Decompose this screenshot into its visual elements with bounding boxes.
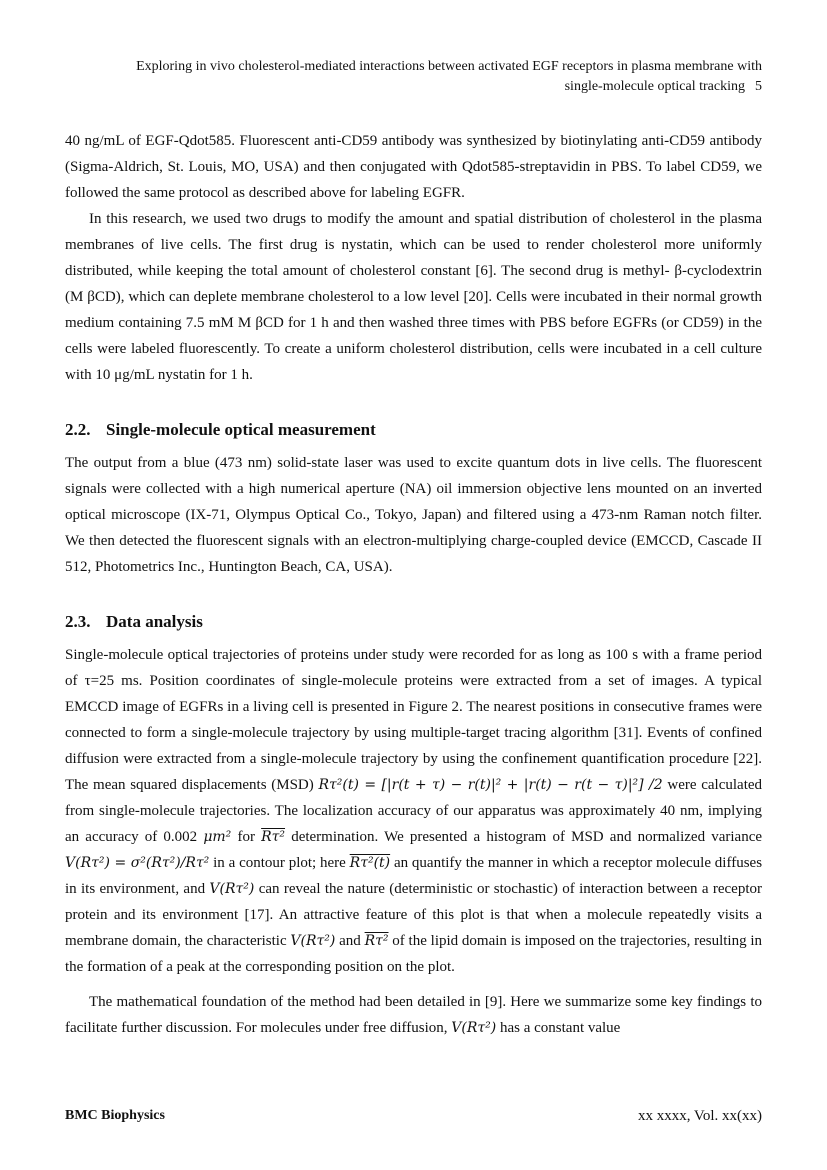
section-number: 2.2.	[65, 420, 91, 439]
text-run: has a constant value	[499, 1020, 621, 1036]
text-run: of the lipid domain is imposed on the trajectories, resulting in the formation of a peak at the corresponding position on the plot.	[65, 933, 763, 975]
header-title-line2	[65, 77, 762, 97]
math-variance: V(Rτ²)	[209, 881, 255, 897]
paragraph-data-analysis	[65, 642, 762, 980]
text-run: for	[237, 829, 255, 845]
header-title-line2-text: single-molecule optical tracking	[564, 79, 745, 94]
text-run: The mathematical foundation of the method had been detailed in [9]. Here we summarize some key findings to facilitate further discussion. For molecules under free diffusion,	[65, 994, 762, 1036]
section-heading-2-3	[65, 609, 762, 635]
paragraph-foundation	[65, 989, 762, 1041]
section-heading-2-2	[65, 417, 762, 443]
text-run: were calculated from single-molecule trajectories. The localization accuracy of our apparatus was approximately 40 nm, implying an accuracy of 0.002	[65, 777, 763, 845]
math-msd-mean: Rτ²	[261, 829, 286, 845]
section-number: 2.3.	[65, 612, 91, 631]
math-msd: Rτ²(t)	[349, 855, 391, 871]
footer-journal: BMC Biophysics	[65, 1108, 165, 1123]
text-run: determination. We presented a histogram of MSD and normalized variance	[291, 829, 763, 845]
math-unit: μm²	[203, 829, 232, 845]
math-msd-mean: Rτ²	[364, 933, 389, 949]
math-variance: V(Rτ²)	[451, 1020, 497, 1036]
text-run: can reveal the nature (deterministic or stochastic) of interaction between a receptor protein and its environment [17]. An attractive feature of this plot is that when a molecule repeatedly visits a membrane domain, the characteristic	[65, 881, 763, 949]
text-run: in a contour plot; here	[213, 855, 346, 871]
paragraph-labeling: 40 ng/mL of EGF-Qdot585. Fluorescent anti-CD59 antibody was synthesized by biotinylating anti-CD59 antibody (Sigma-Aldrich, St. Louis, MO, USA) and then conjugated with Qdot585-streptavidin in PBS. To label CD59, we followed the same protocol as described above for labeling EGFR.	[65, 133, 762, 201]
math-variance: V(Rτ²)	[290, 933, 336, 949]
page-number: 5	[755, 79, 762, 94]
paragraph-drugs: In this research, we used two drugs to modify the amount and spatial distribution of cholesterol in the plasma membranes of live cells. The first drug is nystatin, which can be used to render cholesterol more uniformly distributed, while keeping the total amount of cholesterol constant [6]. The second drug is methyl- β-cyclodextrin (M βCD), which can deplete membrane cholesterol to a low level [20]. Cells were incubated in their normal growth medium containing 7.5 mM M βCD for 1 h and then washed three times with PBS before EGFRs (or CD59) in the cells were labeled fluorescently. To create a uniform cholesterol distribution, cells were incubated in a cell culture with 10 μg/mL nystatin for 1 h.	[65, 211, 762, 383]
footer-citation: xx xxxx, Vol. xx(xx)	[637, 1108, 762, 1124]
document-page	[65, 0, 762, 1170]
body-text	[65, 128, 762, 1041]
text-run: and	[339, 933, 361, 949]
paragraph-measurement: The output from a blue (473 nm) solid-state laser was used to excite quantum dots in live cells. The fluorescent signals were collected with a high numerical aperture (NA) oil immersion objective lens mounted on an inverted optical microscope (IX-71, Olympus Optical Co., Tokyo, Japan) and filtered using a 473-nm Raman notch filter. We then detected the fluorescent signals with an electron-multiplying charge-coupled device (EMCCD, Cascade II 512, Photometrics Inc., Huntington Beach, CA, USA).	[65, 455, 762, 575]
msd-equation: Rτ²(t) = [|r(t + τ) − r(t)|² + |r(t) − r(t − τ)|²] /2	[318, 777, 663, 793]
variance-equation: V(Rτ²) = σ²(Rτ²)/Rτ²	[65, 855, 210, 871]
text-run: Single-molecule optical trajectories of proteins under study were recorded for as long as 100 s with a frame period of τ=25 ms. Position coordinates of single-molecule proteins were extracted from a set of images. A typical EMCCD image of EGFRs in a living cell is presented in Figure 2. The nearest positions in consecutive frames were connected to form a single-molecule trajectory by using multiple-target tracing algorithm [31]. Events of confined diffusion were extracted from a single-molecule trajectory by using the confinement quantification procedure [22]. The mean squared displacements (MSD)	[65, 647, 762, 793]
text-run: an quantify the manner in which a receptor molecule diffuses in its environment, and	[65, 855, 763, 897]
section-title: Single-molecule optical measurement	[106, 420, 376, 439]
header-title-line1: Exploring in vivo cholesterol-mediated interactions between activated EGF receptors in plasma membrane with	[136, 59, 762, 74]
section-title: Data analysis	[106, 612, 203, 631]
running-header	[65, 57, 762, 97]
